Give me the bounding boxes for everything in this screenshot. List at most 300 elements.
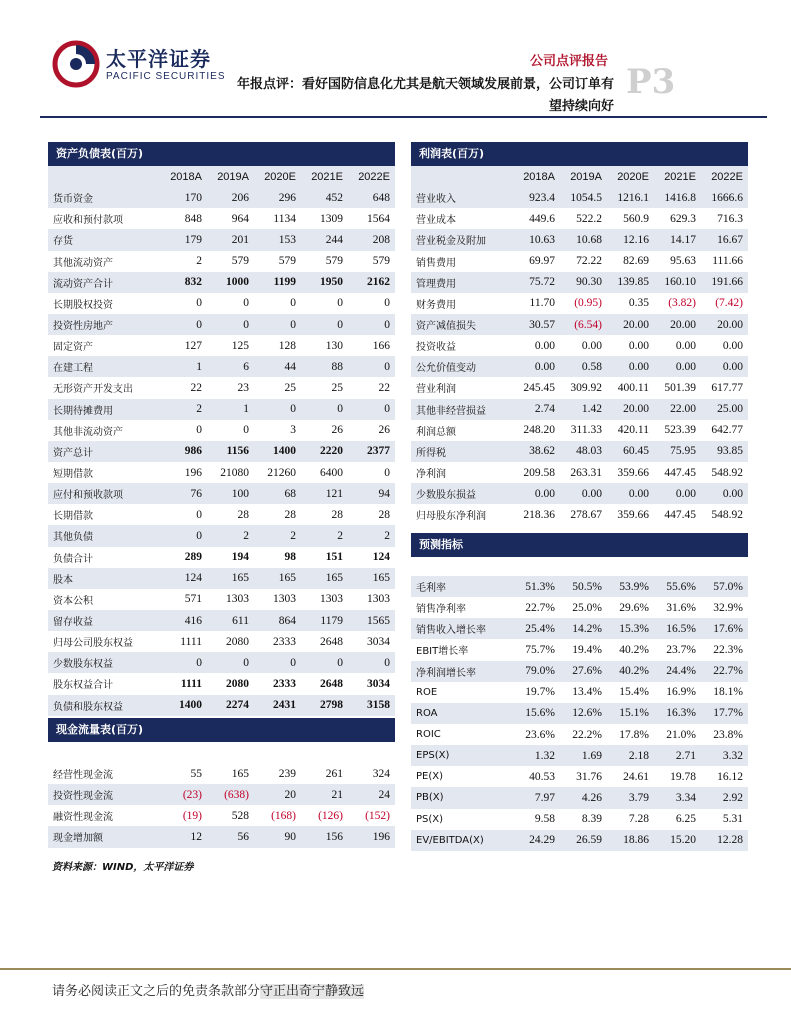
value-cell: 16.67 — [701, 229, 748, 250]
value-cell: 165 — [207, 568, 254, 589]
value-cell: 24.4% — [654, 661, 701, 682]
value-cell: 21.0% — [666, 728, 696, 741]
value-cell: 165 — [348, 568, 395, 589]
value-cell: 14.17 — [654, 229, 701, 250]
value-cell: 75.72 — [513, 272, 560, 293]
income-statement-header: 利润表(百万) — [411, 142, 748, 166]
value-cell: 2333 — [273, 635, 296, 648]
value-cell: 0 — [254, 652, 301, 673]
value-cell: 0 — [301, 399, 348, 420]
value-cell: 128 — [278, 339, 296, 352]
value-cell: 24.29 — [513, 830, 560, 851]
value-cell: 3.79 — [607, 787, 654, 808]
value-cell: 2798 — [301, 695, 348, 716]
value-cell: 0 — [243, 424, 249, 437]
value-cell: 2 — [196, 255, 202, 268]
value-cell: 1.42 — [560, 399, 607, 420]
value-cell: 579 — [278, 255, 296, 268]
row-label: 长期股权投资 — [53, 299, 113, 311]
row-label: 公允价值变动 — [411, 356, 513, 377]
value-cell: 209.58 — [523, 466, 555, 479]
value-cell: 31.76 — [576, 770, 602, 783]
value-cell: 20.00 — [607, 314, 654, 335]
value-cell: 3 — [290, 424, 296, 437]
row-label: EBIT增长率 — [416, 646, 469, 658]
value-cell: 44 — [254, 356, 301, 377]
balance-sheet-header: 资产负债表(百万) — [48, 142, 395, 166]
row-label: 应收和预付款项 — [53, 215, 123, 227]
value-cell: 2274 — [207, 695, 254, 716]
value-cell: 3034 — [367, 635, 390, 648]
table-row — [411, 661, 748, 682]
table-header-row — [411, 166, 748, 187]
value-cell: 1 — [207, 399, 254, 420]
footer-rule — [0, 968, 791, 970]
value-cell: 416 — [160, 610, 207, 631]
value-cell: 12.16 — [607, 229, 654, 250]
value-cell: 19.78 — [670, 770, 696, 783]
table-row — [411, 597, 748, 618]
value-cell: 56 — [207, 826, 254, 847]
table-row — [48, 784, 395, 805]
year-header: 2022E — [348, 166, 395, 187]
value-cell: 0 — [160, 525, 207, 546]
value-cell: 53.9% — [607, 576, 654, 597]
table-row — [411, 356, 748, 377]
row-label: 固定资产 — [53, 342, 93, 354]
value-cell: 832 — [160, 272, 207, 293]
value-cell: (7.42) — [715, 297, 743, 310]
value-cell: 248.20 — [523, 424, 555, 437]
value-cell: 179 — [160, 229, 207, 250]
page-number: P3 — [626, 62, 676, 102]
value-cell: 79.0% — [513, 661, 560, 682]
table-row — [48, 293, 395, 314]
value-cell: 0 — [348, 399, 395, 420]
value-cell: 93.85 — [701, 441, 748, 462]
table-row — [48, 229, 395, 250]
row-label: 资产减值损失 — [411, 314, 513, 335]
table-row — [48, 208, 395, 229]
value-cell: 24.61 — [623, 770, 649, 783]
value-cell: 29.6% — [619, 601, 649, 614]
table-row — [411, 809, 748, 830]
value-cell: 0.00 — [701, 483, 748, 504]
value-cell: 0.00 — [701, 356, 748, 377]
value-cell: 1303 — [273, 593, 296, 606]
value-cell: (3.82) — [668, 297, 696, 310]
value-cell: 90 — [254, 826, 301, 847]
value-cell: 1199 — [254, 272, 301, 293]
value-cell: 1 — [160, 356, 207, 377]
value-cell: 261 — [325, 767, 343, 780]
value-cell: 2 — [254, 525, 301, 546]
value-cell: 23.7% — [666, 643, 696, 656]
value-cell: 165 — [254, 568, 301, 589]
value-cell: 239 — [278, 767, 296, 780]
row-label: EPS(X) — [411, 745, 513, 766]
value-cell: 1216.1 — [607, 187, 654, 208]
value-cell: 0 — [348, 356, 395, 377]
value-cell: 716.3 — [717, 212, 743, 225]
table-row — [48, 251, 395, 272]
table-header-row — [48, 166, 395, 187]
value-cell: 0.00 — [628, 339, 649, 352]
row-label: 流动资产合计 — [48, 272, 160, 293]
value-cell: (126) — [318, 809, 343, 822]
value-cell: 2220 — [301, 441, 348, 462]
value-cell: 7.97 — [513, 787, 560, 808]
row-label: ROIC — [416, 729, 441, 741]
value-cell: 923.4 — [513, 187, 560, 208]
value-cell: 2648 — [320, 677, 343, 690]
row-label: 归母公司股东权益 — [53, 638, 133, 650]
value-cell: (6.54) — [560, 314, 607, 335]
value-cell: 0 — [301, 314, 348, 335]
value-cell: 11.70 — [529, 297, 555, 310]
value-cell: 1179 — [301, 610, 348, 631]
table-row — [411, 724, 748, 745]
value-cell: 5.31 — [722, 813, 743, 826]
value-cell: 3158 — [348, 695, 395, 716]
value-cell: 0 — [337, 297, 343, 310]
report-title-line-2: 望持续向好 — [548, 99, 614, 114]
value-cell: 0.00 — [675, 339, 696, 352]
table-header-cell — [411, 166, 513, 187]
value-cell: 1303 — [367, 593, 390, 606]
table-row — [48, 525, 395, 546]
value-cell: 263.31 — [570, 466, 602, 479]
table-row — [411, 293, 748, 314]
row-label: 存货 — [48, 229, 160, 250]
value-cell: 359.66 — [617, 508, 649, 521]
row-label: 净利润 — [416, 469, 446, 481]
year-header: 2021E — [654, 166, 701, 187]
value-cell: (168) — [271, 809, 296, 822]
value-cell: 15.4% — [619, 686, 649, 699]
value-cell: 420.11 — [617, 424, 649, 437]
year-header: 2019A — [560, 166, 607, 187]
row-label: 无形资产开发支出 — [53, 384, 133, 396]
value-cell: 611 — [207, 610, 254, 631]
row-label: 归母股东净利润 — [416, 511, 486, 523]
value-cell: 0.35 — [628, 297, 649, 310]
value-cell: 60.45 — [607, 441, 654, 462]
table-row — [411, 618, 748, 639]
value-cell: 16.12 — [717, 770, 743, 783]
value-cell: 27.6% — [560, 661, 607, 682]
value-cell: 2333 — [273, 677, 296, 690]
value-cell: 2.71 — [654, 745, 701, 766]
table-row — [411, 639, 748, 660]
value-cell: 76 — [160, 483, 207, 504]
table-row — [48, 695, 395, 716]
value-cell: 324 — [372, 767, 390, 780]
table-row — [411, 787, 748, 808]
value-cell: 40.2% — [619, 643, 649, 656]
value-cell: 1111 — [180, 635, 202, 648]
value-cell: 848 — [184, 212, 202, 225]
value-cell: 165 — [231, 767, 249, 780]
row-label: PS(X) — [416, 813, 444, 825]
row-label: 现金增加额 — [48, 826, 160, 847]
value-cell: 21080 — [220, 466, 249, 479]
table-row — [48, 399, 395, 420]
row-label: 毛利率 — [411, 576, 513, 597]
value-cell: 296 — [254, 187, 301, 208]
value-cell: 1400 — [160, 695, 207, 716]
table-row — [48, 568, 395, 589]
year-header: 2020E — [607, 166, 654, 187]
table-row — [411, 335, 748, 356]
value-cell: 69.97 — [529, 255, 555, 268]
value-cell: 629.3 — [670, 212, 696, 225]
row-label: 销售费用 — [416, 257, 456, 269]
value-cell: 25 — [284, 381, 296, 394]
value-cell: 501.39 — [664, 381, 696, 394]
value-cell: 986 — [160, 441, 207, 462]
value-cell: 2431 — [254, 695, 301, 716]
value-cell: 50.5% — [560, 576, 607, 597]
value-cell: 25.4% — [513, 618, 560, 639]
value-cell: 10.68 — [560, 229, 607, 250]
row-label: 营业收入 — [411, 187, 513, 208]
value-cell: 32.9% — [713, 601, 743, 614]
value-cell: 68 — [254, 483, 301, 504]
value-cell: 2 — [207, 525, 254, 546]
value-cell: 0 — [254, 399, 301, 420]
value-cell: 26.59 — [560, 830, 607, 851]
table-row — [48, 441, 395, 462]
table-row — [48, 610, 395, 631]
value-cell: 452 — [301, 187, 348, 208]
value-cell: 75.7% — [525, 643, 555, 656]
value-cell: 0.00 — [654, 483, 701, 504]
value-cell: 22.2% — [572, 728, 602, 741]
table-row — [411, 441, 748, 462]
row-label: 经营性现金流 — [53, 770, 113, 782]
value-cell: 28 — [237, 508, 249, 521]
year-header: 2022E — [701, 166, 748, 187]
cashflow-header: 现金流量表(百万) — [48, 718, 395, 742]
balance-sheet-table — [48, 166, 395, 716]
report-title — [222, 74, 614, 118]
row-label: 负债合计 — [53, 553, 93, 565]
value-cell: 864 — [254, 610, 301, 631]
value-cell: 1054.5 — [560, 187, 607, 208]
forecast-header: 预测指标 — [411, 533, 748, 557]
row-label: 少数股东损益 — [411, 483, 513, 504]
row-label: 销售收入增长率 — [411, 618, 513, 639]
table-row — [411, 504, 748, 525]
table-row — [411, 483, 748, 504]
value-cell: 1156 — [207, 441, 254, 462]
row-label: 长期待摊费用 — [48, 399, 160, 420]
row-label: 负债和股东权益 — [48, 695, 160, 716]
value-cell: 21 — [301, 784, 348, 805]
value-cell: 26 — [378, 424, 390, 437]
table-row — [48, 483, 395, 504]
value-cell: 548.92 — [711, 466, 743, 479]
table-row — [411, 399, 748, 420]
value-cell: 206 — [207, 187, 254, 208]
value-cell: 208 — [348, 229, 395, 250]
table-row — [48, 826, 395, 847]
table-row — [48, 805, 395, 826]
table-row — [48, 547, 395, 568]
value-cell: 16.5% — [654, 618, 701, 639]
value-cell: 20.00 — [654, 314, 701, 335]
row-label: 融资性现金流 — [53, 812, 113, 824]
value-cell: (638) — [207, 784, 254, 805]
year-header: 2018A — [160, 166, 207, 187]
value-cell: 6.25 — [675, 813, 696, 826]
table-row — [411, 314, 748, 335]
value-cell: 1309 — [320, 212, 343, 225]
row-label: 资本公积 — [53, 595, 93, 607]
value-cell: 3.34 — [654, 787, 701, 808]
value-cell: 964 — [231, 212, 249, 225]
value-cell: 0 — [348, 652, 395, 673]
value-cell: 196 — [348, 826, 395, 847]
value-cell: 25.0% — [572, 601, 602, 614]
value-cell: 447.45 — [664, 466, 696, 479]
value-cell: 0 — [160, 652, 207, 673]
row-label: 其他非流动资产 — [53, 426, 123, 438]
value-cell: 0 — [301, 652, 348, 673]
value-cell: 0.00 — [560, 483, 607, 504]
value-cell: 3.32 — [701, 745, 748, 766]
value-cell: 0 — [207, 314, 254, 335]
row-label: 销售净利率 — [416, 604, 466, 616]
value-cell: 57.0% — [701, 576, 748, 597]
value-cell: 449.6 — [529, 212, 555, 225]
footer-slogan: 守正出奇宁静致远 — [260, 984, 365, 999]
row-label: 长期借款 — [53, 511, 93, 523]
value-cell: 111.66 — [712, 255, 743, 268]
value-cell: 19.7% — [525, 686, 555, 699]
value-cell: 522.2 — [576, 212, 602, 225]
page-header — [0, 0, 791, 120]
logo-text-cn: 太平洋证券 — [106, 47, 211, 71]
value-cell: 151 — [325, 551, 343, 564]
table-row — [411, 462, 748, 483]
row-label: 营业利润 — [416, 384, 456, 396]
year-header: 2020E — [254, 166, 301, 187]
value-cell: 1111 — [180, 677, 202, 690]
value-cell: 0 — [348, 314, 395, 335]
table-row — [48, 335, 395, 356]
value-cell: 51.3% — [513, 576, 560, 597]
value-cell: 1416.8 — [654, 187, 701, 208]
value-cell: 22.3% — [713, 643, 743, 656]
table-row — [48, 356, 395, 377]
value-cell: 170 — [160, 187, 207, 208]
value-cell: 23.8% — [713, 728, 743, 741]
row-label: 管理费用 — [411, 272, 513, 293]
value-cell: 2648 — [320, 635, 343, 648]
value-cell: (19) — [182, 809, 202, 822]
row-label: 应付和预收款项 — [48, 483, 160, 504]
value-cell: 0.00 — [513, 356, 560, 377]
value-cell: 22.7% — [525, 601, 555, 614]
table-row — [411, 830, 748, 851]
value-cell: 14.2% — [560, 618, 607, 639]
value-cell: 1134 — [273, 212, 296, 225]
value-cell: 3034 — [367, 677, 390, 690]
value-cell: 0 — [207, 652, 254, 673]
value-cell: 617.77 — [711, 381, 743, 394]
table-row — [48, 652, 395, 673]
value-cell: 88 — [301, 356, 348, 377]
value-cell: 6400 — [320, 466, 343, 479]
value-cell: 23 — [237, 381, 249, 394]
value-cell: 191.66 — [701, 272, 748, 293]
value-cell: 125 — [231, 339, 249, 352]
table-row — [411, 703, 748, 724]
row-label: 投资收益 — [416, 342, 456, 354]
value-cell: 2.74 — [513, 399, 560, 420]
value-cell: 289 — [184, 551, 202, 564]
row-label: 货币资金 — [48, 187, 160, 208]
value-cell: 1303 — [226, 593, 249, 606]
value-cell: 12.6% — [560, 703, 607, 724]
value-cell: 40.2% — [607, 661, 654, 682]
value-cell: 4.26 — [560, 787, 607, 808]
value-cell: 18.86 — [607, 830, 654, 851]
value-cell: 55 — [190, 767, 202, 780]
value-cell: 8.39 — [581, 813, 602, 826]
logo-mark-icon — [52, 40, 100, 88]
value-cell: 2377 — [348, 441, 395, 462]
year-header: 2019A — [207, 166, 254, 187]
value-cell: 447.45 — [664, 508, 696, 521]
table-row — [411, 208, 748, 229]
value-cell: 0.00 — [607, 356, 654, 377]
value-cell: 0.00 — [513, 483, 560, 504]
value-cell: 400.11 — [617, 381, 649, 394]
value-cell: 2 — [160, 399, 207, 420]
value-cell: 75.95 — [654, 441, 701, 462]
row-label: 财务费用 — [416, 299, 456, 311]
value-cell: 579 — [372, 255, 390, 268]
value-cell: 201 — [207, 229, 254, 250]
value-cell: 311.33 — [570, 424, 602, 437]
table-row — [411, 682, 748, 703]
value-cell: 196 — [184, 466, 202, 479]
value-cell: 48.03 — [560, 441, 607, 462]
value-cell: 0 — [254, 314, 301, 335]
value-cell: 15.3% — [607, 618, 654, 639]
value-cell: 130 — [325, 339, 343, 352]
value-cell: 12.28 — [701, 830, 748, 851]
data-source: 资料来源：WIND，太平洋证券 — [52, 862, 194, 873]
value-cell: 0.00 — [607, 483, 654, 504]
table-row — [411, 187, 748, 208]
table-row — [411, 377, 748, 398]
value-cell: 95.63 — [670, 255, 696, 268]
value-cell: 20.00 — [607, 399, 654, 420]
value-cell: (0.95) — [574, 297, 602, 310]
value-cell: 0 — [196, 508, 202, 521]
value-cell: 1565 — [348, 610, 395, 631]
value-cell: 278.67 — [570, 508, 602, 521]
row-label: PB(X) — [411, 787, 513, 808]
value-cell: 28 — [331, 508, 343, 521]
table-row — [48, 187, 395, 208]
report-type: 公司点评报告 — [529, 54, 608, 69]
value-cell: 24 — [348, 784, 395, 805]
